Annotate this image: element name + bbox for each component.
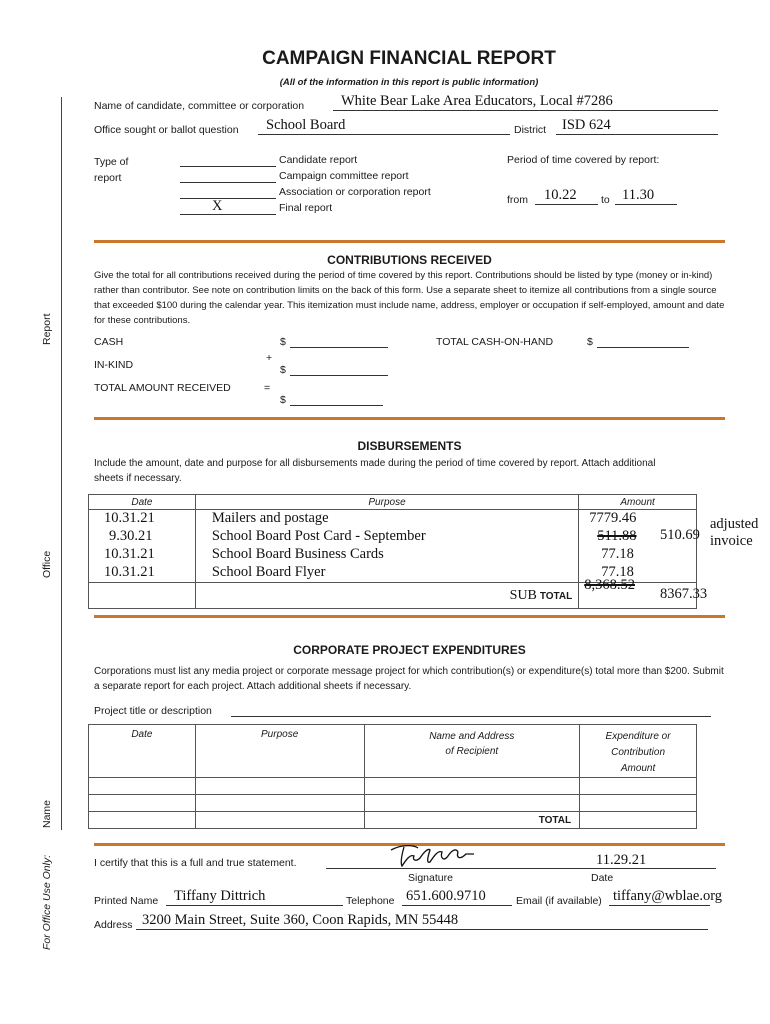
divider-rule <box>94 240 725 243</box>
printed-name-label: Printed Name <box>94 895 159 907</box>
period-from-value: 10.22 <box>544 187 577 203</box>
district-label: District <box>514 124 547 136</box>
row-date: 10.31.21 <box>104 546 155 562</box>
corp-total-label: TOTAL <box>364 812 580 829</box>
row-amount: 77.18 <box>601 564 634 580</box>
office-label: Office sought or ballot question <box>94 124 239 136</box>
date-label: Date <box>591 872 614 884</box>
table-row[interactable] <box>89 812 697 829</box>
certify-statement: I certify that this is a full and true statement. <box>94 857 297 869</box>
cash-on-hand-field[interactable] <box>597 336 689 348</box>
inkind-dollar: $ <box>280 364 286 376</box>
cash-on-hand-label: TOTAL CASH-ON-HAND <box>436 336 554 348</box>
total-row <box>89 583 697 609</box>
corporate-instructions: Corporations must list any media project or corporate message project for which contribution(s) or expenditure(s) total more than $200. Submit a separate report for each project. Attach additional sheets if necessary. <box>94 666 724 692</box>
final-report-blank[interactable] <box>180 198 276 215</box>
period-from-field[interactable] <box>535 187 598 205</box>
side-label-office-use: For Office Use Only: <box>41 854 53 950</box>
cash-on-hand-dollar: $ <box>587 336 593 348</box>
col-date-header: Date <box>89 495 196 510</box>
period-to-value: 11.30 <box>622 187 655 203</box>
association-report-option: Association or corporation report <box>279 186 431 198</box>
contributions-heading: CONTRIBUTIONS RECEIVED <box>327 253 492 267</box>
date-cell[interactable] <box>89 510 196 583</box>
candidate-value: White Bear Lake Area Educators, Local #7286 <box>341 93 613 109</box>
final-report-mark: X <box>212 198 223 214</box>
subtotal-label-cell <box>195 583 578 609</box>
final-report-option: Final report <box>279 202 333 214</box>
telephone-value: 651.600.9710 <box>406 888 486 904</box>
corrected-total: 8367.33 <box>660 586 708 602</box>
row-amount: 7779.46 <box>589 510 637 526</box>
row-date: 10.31.21 <box>104 510 155 526</box>
project-title-field[interactable] <box>231 705 711 717</box>
address-value: 3200 Main Street, Suite 360, Coon Rapids, MN 55448 <box>142 912 459 928</box>
row-amount: 77.18 <box>601 546 634 562</box>
signature-label: Signature <box>408 872 453 884</box>
corporate-table <box>88 724 697 829</box>
office-value: School Board <box>266 117 346 133</box>
printed-name-value: Tiffany Dittrich <box>174 888 266 904</box>
association-report-blank[interactable] <box>180 188 276 199</box>
candidate-label: Name of candidate, committee or corporation <box>94 100 305 112</box>
purpose-cell[interactable] <box>195 510 578 583</box>
period-to-field[interactable] <box>615 187 677 205</box>
address-label: Address <box>94 919 133 931</box>
committee-report-option: Campaign committee report <box>279 170 409 182</box>
divider-rule <box>94 417 725 420</box>
page-subtitle: (All of the information in this report is public information) <box>279 77 539 88</box>
district-value: ISD 624 <box>562 117 611 133</box>
total-received-field[interactable] <box>290 394 383 406</box>
corp-total-cell[interactable] <box>580 812 697 829</box>
printed-name-field[interactable] <box>166 888 343 906</box>
row-purpose: School Board Flyer <box>211 564 326 580</box>
side-label-office: Office <box>41 550 53 578</box>
table-row[interactable] <box>89 778 697 795</box>
side-label-report: Report <box>41 313 53 345</box>
period-label: Period of time covered by report: <box>507 154 660 166</box>
disbursements-heading: DISBURSEMENTS <box>357 439 462 453</box>
row-purpose: School Board Post Card - September <box>211 528 426 544</box>
subtotal-struck: 8,368.52 <box>584 577 635 593</box>
certify-date-value: 11.29.21 <box>596 852 647 868</box>
corp-col-purpose-header: Purpose <box>195 725 364 778</box>
page-title: CAMPAIGN FINANCIAL REPORT <box>262 48 556 69</box>
sub-handwritten: SUB <box>509 587 537 603</box>
email-value: tiffany@wblae.org <box>613 888 723 904</box>
period-to-label: to <box>601 194 610 206</box>
period-from-label: from <box>507 194 528 206</box>
corrected-amount: 510.69 <box>660 527 700 543</box>
telephone-field[interactable] <box>402 888 512 906</box>
corp-col-recipient-header: Name and Address of Recipient <box>364 725 580 778</box>
total-label: TOTAL <box>539 590 573 602</box>
table-row[interactable] <box>89 795 697 812</box>
signature-field[interactable] <box>326 855 716 869</box>
inkind-label: IN-KIND <box>94 359 134 371</box>
adjusted-note: adjusted invoice <box>710 516 759 549</box>
col-purpose-header: Purpose <box>195 495 578 510</box>
disbursements-table <box>88 494 697 609</box>
inkind-field[interactable] <box>290 364 388 376</box>
email-label: Email (if available) <box>516 895 602 907</box>
contributions-instructions: Give the total for all contributions received during the period of time covered by this report. Contributions should be listed by type (money or in-kind) rather than contributor. See note on contribution limits on the back of this form. Use a separate sheet to itemize all contributions from a single source that exceeded $100 during the calendar year. This itemization must include name, address, employer or occupation if self-employed, amount and date for these contributions. <box>94 270 725 326</box>
disbursements-instructions: Include the amount, date and purpose for all disbursements made during the period of time covered by report. Attach additional sheets if necessary. <box>94 458 656 484</box>
side-divider <box>61 97 62 830</box>
committee-report-blank[interactable] <box>180 172 276 183</box>
side-label-name: Name <box>41 799 53 828</box>
amount-cell[interactable] <box>579 510 697 583</box>
cash-label: CASH <box>94 336 124 348</box>
row-purpose: Mailers and postage <box>211 510 329 526</box>
email-field[interactable] <box>609 888 723 906</box>
total-received-equals: = <box>264 382 271 394</box>
district-field[interactable] <box>556 117 718 135</box>
address-field[interactable] <box>136 912 708 930</box>
corp-col-amount-header: Expenditure or Contribution Amount <box>580 725 697 778</box>
row-purpose: School Board Business Cards <box>211 546 384 562</box>
inkind-plus: + <box>266 352 273 364</box>
corp-col-date-header: Date <box>89 725 196 778</box>
divider-rule <box>94 615 725 618</box>
report-type-label: Type of report <box>94 156 129 184</box>
table-row <box>89 510 697 583</box>
corporate-heading: CORPORATE PROJECT EXPENDITURES <box>293 643 526 657</box>
telephone-label: Telephone <box>346 895 395 907</box>
cash-field[interactable] <box>290 336 388 348</box>
row-date: 10.31.21 <box>104 564 155 580</box>
total-received-dollar: $ <box>280 394 286 406</box>
candidate-report-blank[interactable] <box>180 156 276 167</box>
candidate-report-option: Candidate report <box>279 154 358 166</box>
candidate-field[interactable] <box>333 93 718 111</box>
cash-dollar: $ <box>280 336 286 348</box>
project-title-label: Project title or description <box>94 705 212 717</box>
row-date: 9.30.21 <box>109 528 153 544</box>
office-field[interactable] <box>258 117 510 135</box>
row-amount-struck: 511.88 <box>597 528 637 544</box>
total-received-label: TOTAL AMOUNT RECEIVED <box>94 382 231 394</box>
col-amount-header: Amount <box>579 495 697 510</box>
